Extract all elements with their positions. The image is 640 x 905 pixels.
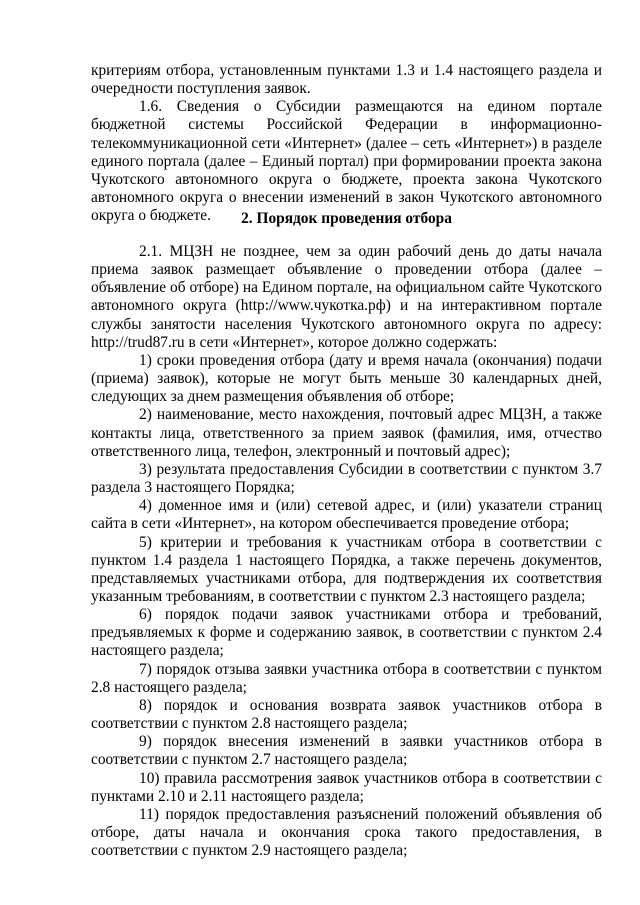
list-item: 8) порядок и основания возврата заявок участников отбора в соответствии с пунктом 2.8 настоящего раздела; bbox=[91, 696, 602, 733]
section-heading: 2. Порядок проведения отбора bbox=[241, 210, 452, 227]
list-item: 5) критерии и требования к участникам отбора в соответствии с пунктом 1.4 раздела 1 настоящего Порядка, а также перечень документов, представляемых участниками отбора, для подтверждения их соответствия указанным требованиям, в соответствии с пунктом 2.3 настоящего раздела; bbox=[91, 533, 602, 605]
list-item: 10) правила рассмотрения заявок участников отбора в соответствии с пунктами 2.10 и 2.11 настоящего раздела; bbox=[91, 769, 602, 805]
paragraph-1-6: 1.6. Сведения о Субсидии размещаются на едином портале бюджетной системы Российской Федерации в информационно-телекоммуникационной сети «Интернет» (далее – сеть «Интернет») в разделе единого портала (далее – Единый портал) при формировании проекта закона Чукотского автономного округа о бюджете, проекта закона Чукотского автономного округа о внесении изменений в закон Чукотского автономного округа о бюджете. bbox=[91, 98, 602, 225]
list-item: 4) доменное имя и (или) сетевой адрес, и (или) указатели страниц сайта в сети «Интернет», на котором обеспечивается проведение отбора; bbox=[91, 497, 602, 533]
paragraph-continuation: критериям отбора, установленным пунктами 1.3 и 1.4 настоящего раздела и очередности поступления заявок. bbox=[91, 62, 602, 98]
list-item: 7) порядок отзыва заявки участника отбора в соответствии с пунктом 2.8 настоящего раздела; bbox=[91, 660, 602, 696]
list-item: 3) результата предоставления Субсидии в соответствии с пунктом 3.7 раздела 3 настоящего Порядка; bbox=[91, 460, 602, 497]
list-item: 6) порядок подачи заявок участниками отбора и требований, предъявляемых к форме и содержанию заявок, в соответствии с пунктом 2.4 настоящего раздела; bbox=[91, 606, 602, 660]
list-item: 2) наименование, место нахождения, почтовый адрес МЦЗН, а также контакты лица, ответственного за прием заявок (фамилия, имя, отчество ответственного лица, телефон, электронный и почтовый адрес); bbox=[91, 406, 602, 460]
list-item: 11) порядок предоставления разъяснений положений объявления об отборе, даты начала и окончания срока такого предоставления, в соответствии с пунктом 2.9 настоящего раздела; bbox=[91, 805, 602, 860]
list-item: 1) сроки проведения отбора (дату и время начала (окончания) подачи (приема) заявок), которые не могут быть меньше 30 календарных дней, следующих за днем размещения объявления об отборе; bbox=[91, 351, 602, 406]
list-item: 9) порядок внесения изменений в заявки участников отбора в соответствии с пунктом 2.7 настоящего раздела; bbox=[91, 733, 602, 769]
top-text bbox=[91, 62, 602, 225]
section-text bbox=[91, 243, 602, 860]
paragraph-2-1: 2.1. МЦЗН не позднее, чем за один рабочий день до даты начала приема заявок размещает объявление о проведении отбора (далее – объявление об отборе) на Едином портале, на официальном сайте Чукотского автономного округа (http://www.чукотка.рф) и на интерактивном портале службы занятости населения Чукотского автономного округа по адресу: http://trud87.ru в сети «Интернет», которое должно содержать: bbox=[91, 243, 602, 351]
